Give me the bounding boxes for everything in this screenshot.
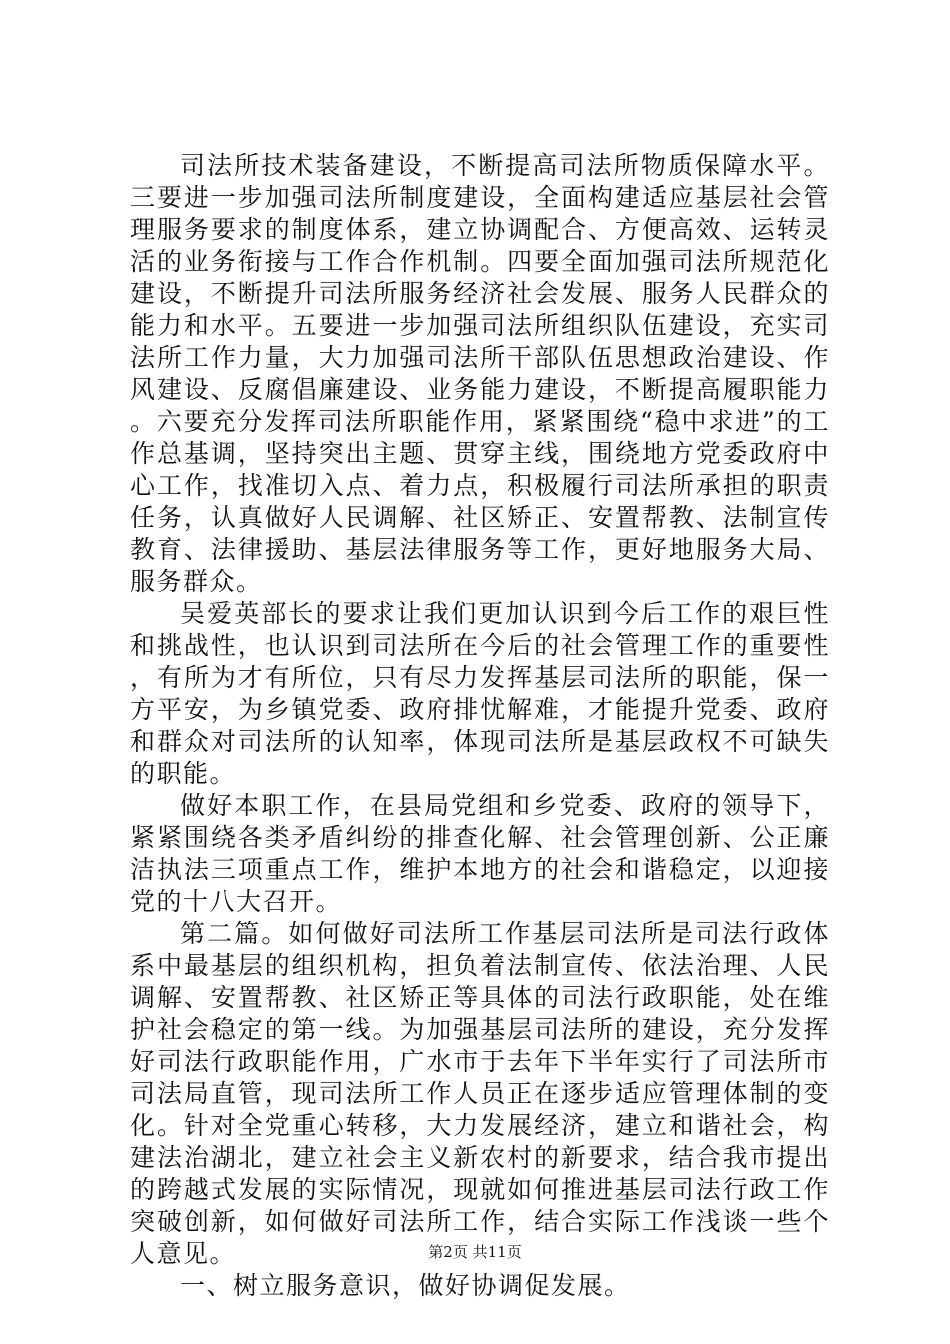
paragraph-1: 司法所技术装备建设，不断提高司法所物质保障水平。三要进一步加强司法所制度建设，全面构建适应基层社会管理服务要求的制度体系，建立协调配合、方便高效、运转灵活的业务衔接与工作合作机制。四要全面加强司法所规范化建设，不断提升司法所服务经济社会发展、服务人民群众的能力和水平。五要进一步加强司法所组织队伍建设，充实司法所工作力量，大力加强司法所干部队伍思想政治建设、作风建设、反腐倡廉建设、业务能力建设，不断提高履职能力。六要充分发挥司法所职能作用，紧紧围绕“稳中求进”的工作总基调，坚持突出主题、贯穿主线，围绕地方党委政府中心工作，找准切入点、着力点，积极履行司法所承担的职责任务，认真做好人民调解、社区矫正、安置帮教、法制宣传教育、法律援助、基层法律服务等工作，更好地服务大局、服务群众。 — [130, 151, 830, 596]
paragraph-3: 做好本职工作，在县局党组和乡党委、政府的领导下，紧紧围绕各类矛盾纠纷的排查化解、社会管理创新、公正廉洁执法三项重点工作，维护本地方的社会和谐稳定，以迎接党的十八大召开。 — [130, 791, 830, 916]
paragraph-5: 一、树立服务意识，做好协调促发展。 — [180, 1271, 631, 1300]
paragraph-2: 吴爱英部长的要求让我们更加认识到今后工作的艰巨性和挑战性，也认识到司法所在今后的社会管理工作的重要性，有所为才有所位，只有尽力发挥基层司法所的职能，保一方平安，为乡镇党委、政府排忧解难，才能提升党委、政府和群众对司法所的认知率，体现司法所是基层政权不可缺失的职能。 — [130, 599, 830, 788]
page-number-footer: 第2页 共11页 — [428, 1243, 522, 1261]
document-body — [130, 150, 830, 1302]
paragraph-4: 第二篇。如何做好司法所工作基层司法所是司法行政体系中最基层的组织机构，担负着法制宣传、依法治理、人民调解、安置帮教、社区矫正等具体的司法行政职能，处在维护社会稳定的第一线。为加强基层司法所的建设，充分发挥好司法行政职能作用，广水市于去年下半年实行了司法所市司法局直管，现司法所工作人员正在逐步适应管理体制的变化。针对全党重心转移，大力发展经济，建立和谐社会，构建法治湖北，建立社会主义新农村的新要求，结合我市提出的跨越式发展的实际情况，现就如何推进基层司法行政工作突破创新，如何做好司法所工作，结合实际工作浅谈一些个人意见。 — [130, 919, 830, 1268]
